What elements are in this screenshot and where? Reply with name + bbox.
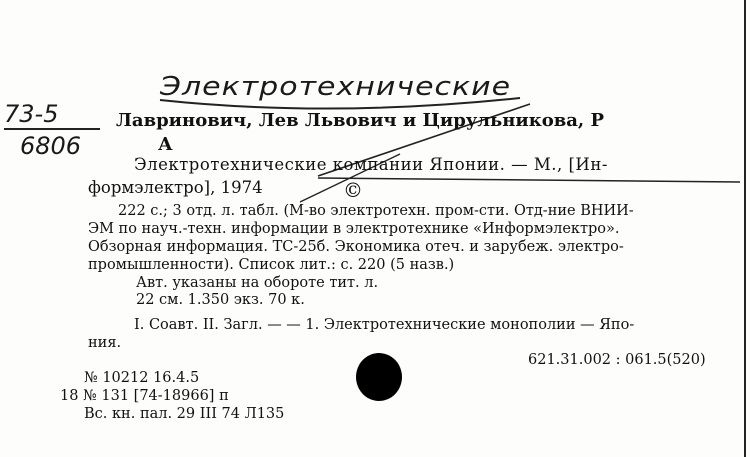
handwritten-divider bbox=[4, 128, 100, 130]
chamber-line: Вс. кн. пал. 29 III 74 Л135 bbox=[84, 406, 285, 422]
ink-blot bbox=[356, 353, 402, 401]
author-continuation: А bbox=[158, 134, 173, 155]
size-line: 22 см. 1.350 экз. 70 к. bbox=[136, 292, 305, 308]
description-line-2: ЭМ по науч.-техн. информации в электротехнике «Информэлектро». bbox=[88, 221, 620, 237]
handwritten-shelf-mark-2: 6806 bbox=[20, 132, 82, 160]
subjects-line-2: ния. bbox=[88, 335, 122, 351]
description-line-3: Обзорная информация. ТС-25б. Экономика отеч. и зарубеж. электро- bbox=[88, 239, 624, 255]
number-line: № 10212 16.4.5 bbox=[84, 370, 200, 386]
subjects-line-1: I. Соавт. II. Загл. — — 1. Электротехнические монополии — Япо- bbox=[134, 317, 635, 333]
title-line-1: Электротехнические компании Японии. — М., [Ин- bbox=[134, 155, 608, 174]
card-edge bbox=[744, 0, 746, 457]
note-line: Авт. указаны на обороте тит. л. bbox=[136, 275, 379, 291]
title-line-2: формэлектро], 1974 bbox=[88, 178, 263, 197]
record-line: 18 № 131 [74-18966] п bbox=[60, 388, 229, 404]
horizontal-stroke bbox=[318, 178, 740, 182]
description-line-4: промышленности). Список лит.: с. 220 (5 назв.) bbox=[88, 257, 455, 273]
handwritten-title: Электротехнические bbox=[160, 72, 512, 102]
description-line-1: 222 с.; 3 отд. л. табл. (М-во электротехн. пром-сти. Отд-ние ВНИИ- bbox=[118, 203, 634, 219]
handwritten-shelf-mark-1: 73-5 bbox=[4, 100, 59, 128]
classification-code: 621.31.002 : 061.5(520) bbox=[528, 352, 706, 368]
author-line: Лавринович, Лев Львович и Цирульникова, Р bbox=[116, 110, 605, 131]
copyright-sign: © bbox=[343, 178, 363, 202]
